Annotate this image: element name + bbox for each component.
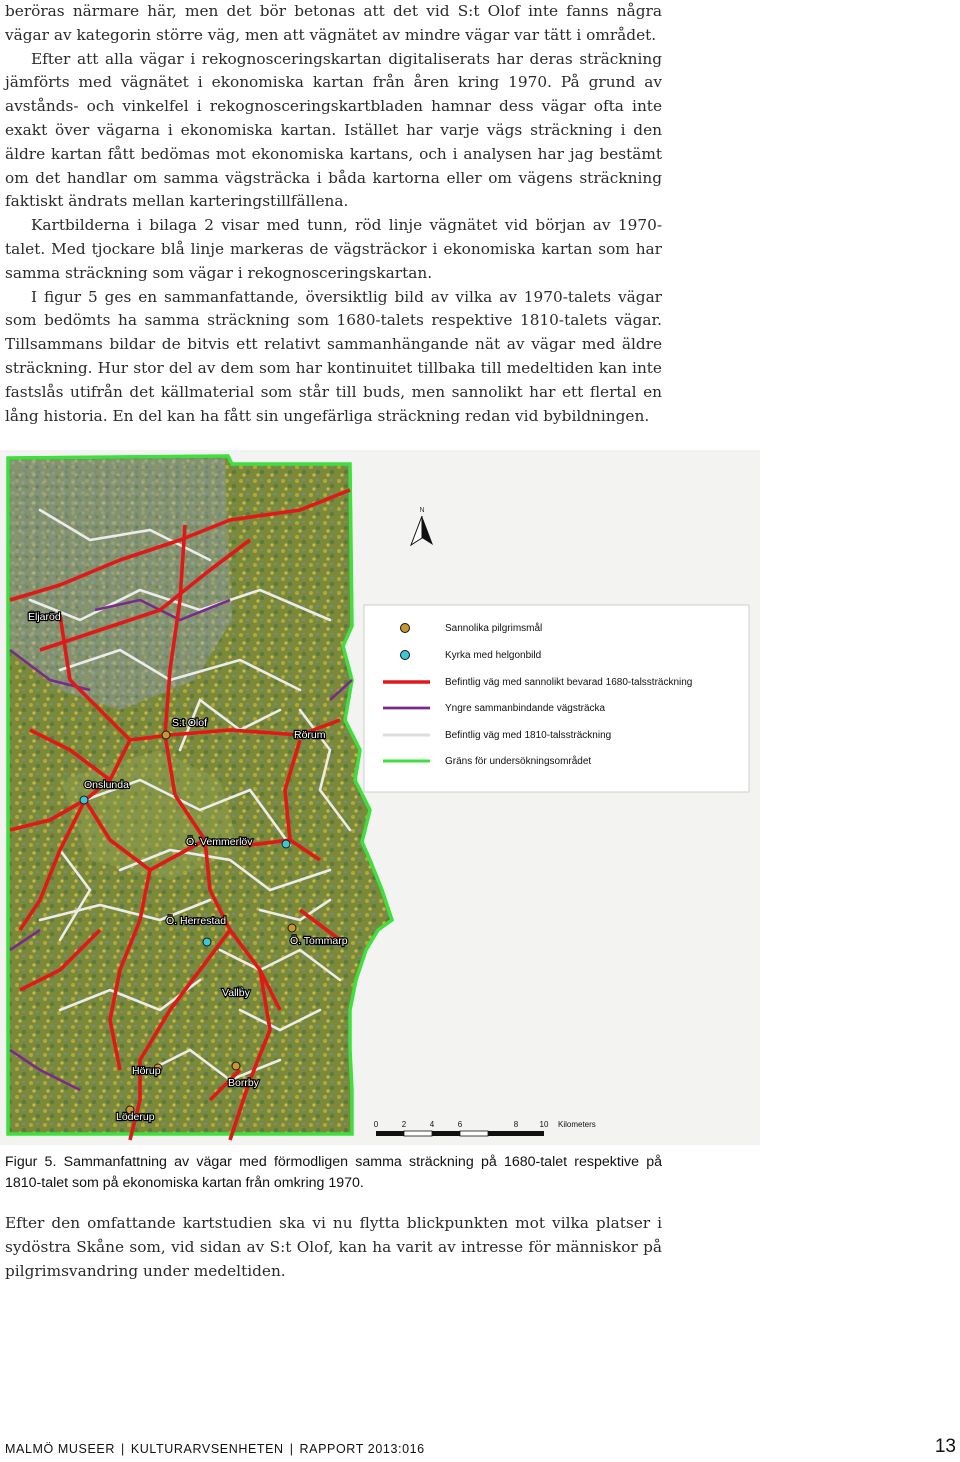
place-label: Borrby [228,1077,259,1089]
body-text [5,0,662,428]
place-label: Eljaröd [28,611,61,623]
caption-text: Sammanfattning av vägar med förmodligen samma sträckning på 1680-talet respektive på 1810-talet som på ekonomiska kartan från omkring 1970. [5,1154,662,1191]
scale-tick: 6 [457,1120,463,1129]
scale-unit: Kilometers [558,1120,596,1129]
church-dot [282,840,290,848]
paragraph-2: Efter att alla vägar i rekognosceringskartan digitaliserats har deras sträckning jämförts med vägnätet i ekonomiska kartan från åren kring 1970. På grund av avstånds- och vinkelfel i rekognosceringskartbladen hamnar dess vägar ofta inte exakt över vägarna i ekonomiska kartan. Istället har varje vägs sträckning i den äldre kartan fått bedömas mot ekonomiska kartans, och i analysen har jag bestämt om det handlar om samma vägsträcka i båda kartorna eller om vägens sträckning faktiskt ändrats mellan karteringstillfällena. [5,49,662,211]
legend-church-dot [401,651,410,660]
paragraph-1: beröras närmare här, men det bör betonas att det vid S:t Olof inte fanns några vägar av kategorin större väg, men att vägnätet av mindre vägar var tätt i området. [5,2,662,44]
pilgrim-dot [162,731,170,739]
footer-org: MALMÖ MUSEER [5,1442,115,1456]
pilgrim-dot [232,1062,240,1070]
place-label: Rörum [294,729,326,741]
footer-separator: | [121,1442,125,1456]
place-label: Onslunda [84,779,129,791]
page-footer [5,1442,425,1456]
closing-paragraph: Efter den omfattande kartstudien ska vi nu flytta blickpunkten mot vilka platser i sydöstra Skåne som, vid sidan av S:t Olof, kan ha varit av intresse för människor på pilgrimsvandring under medeltiden. [5,1214,662,1280]
figure-caption [5,1152,662,1193]
legend-pilgrim-dot [401,624,410,633]
legend-label: Yngre sammanbindande vägsträcka [445,703,606,714]
place-label: Löderup [116,1111,155,1123]
footer-dept: KULTURARVSENHETEN [130,1442,284,1456]
paragraph-3: Kartbilderna i bilaga 2 visar med tunn, röd linje vägnätet vid början av 1970-talet. Med tjockare blå linje markeras de vägsträckor i ekonomiska kartan som har samma sträckning som vägar i rekognosceringskartan. [5,216,662,282]
scale-tick: 10 [539,1120,549,1129]
church-dot [203,938,211,946]
legend-label: Gräns för undersökningsområdet [445,756,592,767]
scale-tick: 2 [401,1120,407,1129]
footer-separator: | [289,1442,294,1456]
legend-label: Kyrka med helgonbild [445,650,542,661]
place-label: Ö. Herrestad [166,915,227,927]
legend-label: Sannolika pilgrimsmål [445,623,543,634]
place-label: Ö. Tommarp [290,935,348,947]
church-dot [80,796,88,804]
caption-label: Figur 5. [5,1154,57,1170]
road-map [0,450,760,1145]
map-figure [0,450,760,1145]
legend-label: Befintlig väg med sannolikt bevarad 1680-talssträckning [445,677,693,688]
place-label: S:t Olof [172,717,208,729]
place-label: Vallby [222,987,250,999]
place-label: Ö. Vemmerlöv [186,836,253,848]
pilgrim-dot [288,924,296,932]
scale-tick: 8 [513,1120,519,1129]
map-legend [364,605,749,792]
scale-tick: 0 [373,1120,379,1129]
north-label: N [419,507,425,514]
page-number: 13 [934,1436,956,1457]
paragraph-4: I figur 5 ges en sammanfattande, översiktlig bild av vilka av 1970-talets vägar som bedömts ha samma sträckning som 1680-talets respektive 1810-talets vägar. Tillsammans bildar de bitvis ett relativt sammanhängande nät av vägar med äldre sträckning. Hur stor del av dem som har kontinuitet tillbaka till medeltiden kan inte fastslås utifrån det källmaterial som står till buds, men sannolikt har ett flertal en lång historia. En del kan ha fått sin ungefärliga sträckning redan vid bybildningen. [5,287,662,425]
scale-tick: 4 [429,1120,435,1129]
footer-report: RAPPORT 2013:016 [299,1442,425,1456]
legend-label: Befintlig väg med 1810-talssträckning [445,730,612,741]
place-label: Hörup [132,1065,161,1077]
